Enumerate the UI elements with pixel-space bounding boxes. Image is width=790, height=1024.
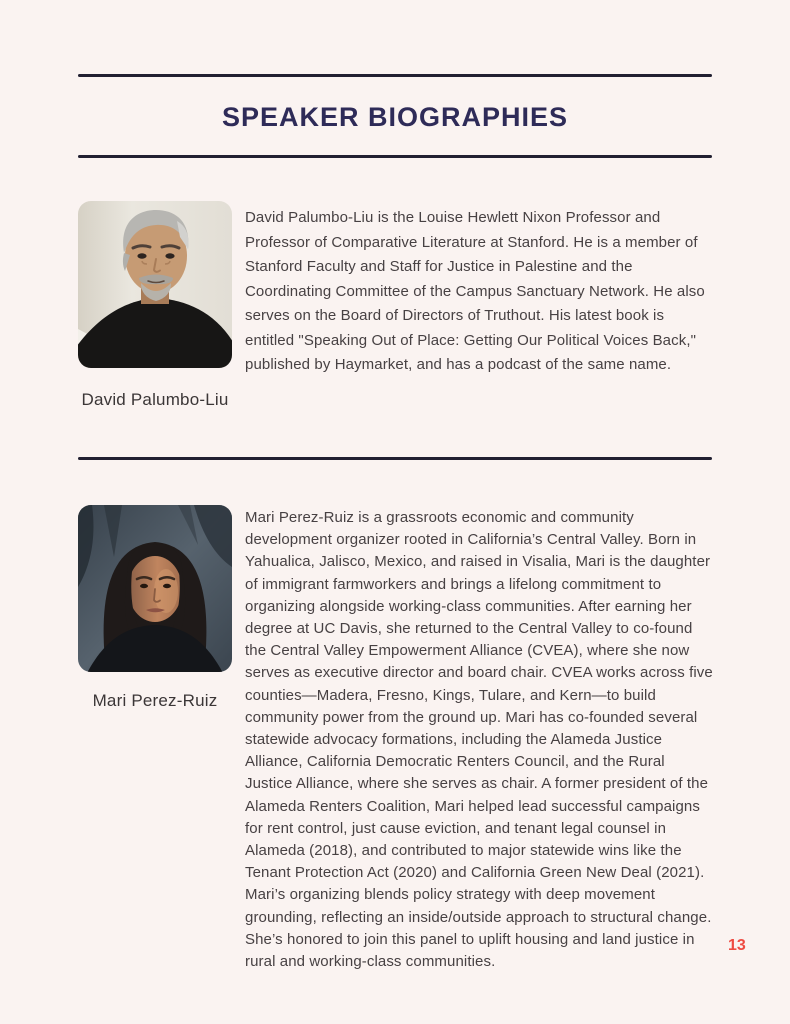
speaker-photo-mari bbox=[78, 505, 232, 672]
portrait-mari-illustration bbox=[78, 505, 232, 672]
speaker-photo-david bbox=[78, 201, 232, 368]
top-rule bbox=[78, 74, 712, 77]
speaker-name-mari: Mari Perez-Ruiz bbox=[92, 691, 218, 710]
section-divider-rule bbox=[78, 457, 712, 460]
title-underline-rule bbox=[78, 155, 712, 158]
page-number: 13 bbox=[728, 937, 746, 954]
speaker-bio-mari: Mari Perez-Ruiz is a grassroots economic and community development organizer rooted in California’s Central Valley. Born in Yahualica, Jalisco, Mexico, and raised in Visalia, Mari is the daughter of immigrant farmworkers and brings a lifelong commitment to organizing alongside working-class communities. After earning her degree at UC Davis, she returned to the Central Valley to co-found the Central Valley Empowerment Alliance (CVEA), where she now serves as executive director and board chair. CVEA works across five counties—Madera, Fresno, Kings, Tulare, and Kern—to build community power from the ground up. Mari has co-founded several statewide advocacy formations, including the Alameda Justice Alliance, California Democratic Renters Council, and the Rural Justice Alliance, where she serves as chair. A former president of the Alameda Renters Coalition, Mari helped lead successful campaigns for rent control, just cause eviction, and tenant legal counsel in Alameda (2018), and contributed to major statewide wins like the Tenant Protection Act (2020) and California Green New Deal (2021). Mari’s organizing blends policy strategy with deep movement grounding, reflecting an inside/outside approach to structural change. She’s honored to join this panel to uplift housing and land justice in rural and working-class communities. bbox=[245, 509, 713, 971]
page-title: SPEAKER BIOGRAPHIES bbox=[221, 102, 569, 132]
speaker-bio-david: David Palumbo-Liu is the Louise Hewlett Nixon Professor and Professor of Comparative Literature at Stanford. He is a member of Stanford Faculty and Staff for Justice in Palestine and the Coordinating Committee of the Campus Sanctuary Network. He also serves on the Board of Directors of Truthout. His latest book is entitled "Speaking Out of Place: Getting Our Political Voices Back," published by Haymarket, and has a podcast of the same name. bbox=[245, 209, 705, 373]
speaker-name-david: David Palumbo-Liu bbox=[81, 390, 229, 409]
portrait-david-illustration bbox=[78, 201, 232, 368]
